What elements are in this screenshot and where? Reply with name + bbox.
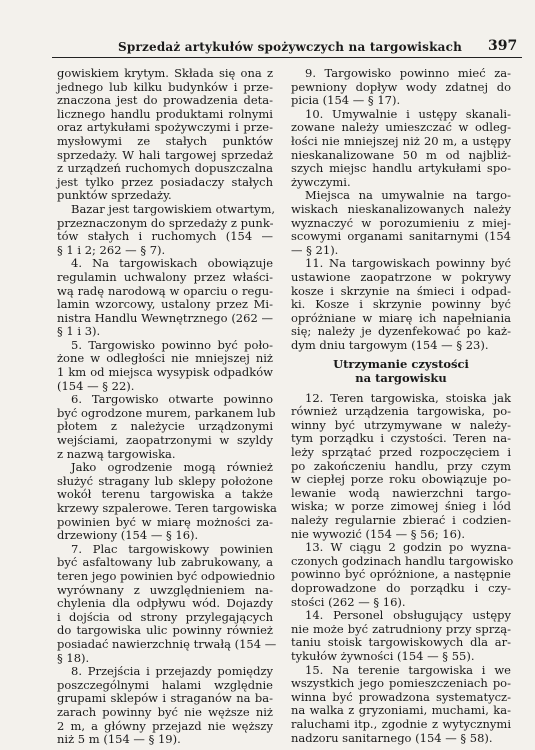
text-line: — § 21). xyxy=(291,242,339,257)
text-line: 8. Przejścia i przejazdy pomiędzy xyxy=(71,664,273,679)
text-line: raluchami itp., zgodnie z wytycznymi xyxy=(291,716,511,731)
text-line: posiadać nawierzchnię trwałą (154 — xyxy=(57,636,277,651)
text-line: lewanie wodą nawierzchni targo- xyxy=(291,485,511,500)
text-line: tym porządku i czystości. Teren na- xyxy=(291,431,511,446)
text-line: z urządzeń ruchomych dopuszczalna xyxy=(57,161,273,176)
text-line: 6. Targowisko otwarte powinno xyxy=(71,392,273,407)
text-line: powinien być w miarę możności za- xyxy=(57,514,273,529)
text-line: nieskanalizowane 50 m od najbliż- xyxy=(291,147,511,162)
text-line: § 1 i 3). xyxy=(57,324,101,339)
text-line: wejściami, zaopatrzonymi w szyldy xyxy=(57,433,273,448)
text-line: 5. Targowisko powinno być poło- xyxy=(71,337,273,352)
text-line: 2 m, a główny przejazd nie węższy xyxy=(57,718,273,733)
text-line: § 1 i 2; 262 — § 7). xyxy=(57,242,166,257)
text-line: nistra Handlu Wewnętrznego (262 — xyxy=(57,310,273,325)
text-line: znaczona jest do prowadzenia deta- xyxy=(57,93,273,108)
text-line: 10. Umywalnie i ustępy skanali- xyxy=(305,106,511,121)
text-line: niż 5 m (154 — § 19). xyxy=(57,732,181,747)
text-line: regulamin uchwalony przez właści- xyxy=(57,269,273,284)
text-line: pewniony dopływ wody zdatnej do xyxy=(291,79,511,94)
text-line: jest tylko przez posiadaczy stałych xyxy=(57,174,273,189)
text-line: jednego lub kilku budynków i prze- xyxy=(57,79,273,94)
text-line: się; należy je dyzenfekować po każ- xyxy=(291,324,511,339)
text-line: leży sprzątać przed rozpoczęciem i xyxy=(291,445,511,460)
text-line: taniu stoisk targowiskowych dla ar- xyxy=(291,635,511,650)
text-line: punktów sprzedaży. xyxy=(57,188,172,203)
text-line: na walka z gryzoniami, muchami, ka- xyxy=(291,703,511,718)
text-line: zowane należy umieszczać w odleg- xyxy=(291,120,511,135)
text-line: drzewiony (154 — § 16). xyxy=(57,528,199,543)
text-line: 9. Targowisko powinno mieć za- xyxy=(305,66,511,80)
text-line: być asfaltowany lub zabrukowany, a xyxy=(57,555,273,570)
text-line: doprowadzone do porządku i czy- xyxy=(291,580,511,595)
text-line: z nazwą targowiska. xyxy=(57,446,176,461)
text-line: winny być utrzymywane w należy- xyxy=(291,417,511,432)
text-line: służyć stragany lub sklepy położone xyxy=(57,473,273,488)
text-line: 12. Teren targowiska, stoiska jak xyxy=(305,390,511,405)
text-line: nadzoru sanitarnego (154 — § 58). xyxy=(291,730,493,745)
text-line: Bazar jest targowiskiem otwartym, xyxy=(71,201,276,216)
text-line: zarach powinny być nie węższe niż xyxy=(57,704,273,719)
text-line: tów stałych i ruchomych (154 — xyxy=(57,229,273,244)
text-line: chylenia dla odpływu wód. Dojazdy xyxy=(57,596,273,611)
text-line: krzewy szpalerowe. Teren targowiska xyxy=(57,501,277,515)
right-text-column xyxy=(291,66,514,745)
text-line: Jako ogrodzenie mogą również xyxy=(71,460,273,475)
header-rule xyxy=(52,57,522,58)
text-line: wiskach nieskanalizowanych należy xyxy=(291,201,511,216)
text-line: 11. Na targowiskach powinny być xyxy=(305,256,511,271)
text-line: łości nie mniejszej niż 20 m, a ustępy xyxy=(291,133,511,148)
text-line: wyrównany z uwzględnieniem na- xyxy=(57,582,273,597)
left-text-column xyxy=(57,66,277,747)
text-line: kosze i skrzynie na śmieci i odpad- xyxy=(291,283,511,298)
text-line: lamin wzorcowy, ustalony przez Mi- xyxy=(57,297,273,312)
text-line: po zakończeniu handlu, przy czym xyxy=(291,458,511,473)
text-line: Miejsca na umywalnie na targo- xyxy=(305,188,511,203)
page-number: 397 xyxy=(488,38,518,54)
text-line: tykułów żywności (154 — § 55). xyxy=(291,648,475,663)
page-header xyxy=(0,0,535,60)
text-line: również urządzenia targowiska, po- xyxy=(291,404,511,419)
text-line: 14. Personel obsługujący ustępy xyxy=(305,608,511,623)
section-heading-line: na targowisku xyxy=(355,371,447,386)
text-line: ustawione zaopatrzone w pokrywy xyxy=(291,269,511,284)
text-line: gowiskiem krytym. Składa się ona z xyxy=(57,66,273,80)
text-line: szych miejsc handlu artykułami spo- xyxy=(291,161,511,176)
text-line: stości (262 — § 16). xyxy=(291,594,406,609)
text-line: do targowiska ulic powinny również xyxy=(57,623,273,638)
text-line: opróżniane w miarę ich napełniania xyxy=(291,310,511,325)
text-line: 4. Na targowiskach obowiązuje xyxy=(71,256,273,271)
text-line: 1 km od miejsca wysypisk odpadków xyxy=(57,365,273,380)
text-line: i dojścia od strony przylegających xyxy=(57,609,273,624)
text-line: wyznaczyć w porozumieniu z miej- xyxy=(291,215,511,230)
text-line: 13. W ciągu 2 godzin po wyzna- xyxy=(305,540,511,555)
text-line: dym dniu targowym (154 — § 23). xyxy=(291,337,489,352)
text-line: być ogrodzone murem, parkanem lub xyxy=(57,405,276,420)
text-line: w ciepłej porze roku obowiązuje po- xyxy=(291,472,511,487)
text-line: 7. Plac targowiskowy powinien xyxy=(71,541,273,556)
text-line: powinno być opróżnione, a następnie xyxy=(291,567,511,582)
text-line: § 18). xyxy=(57,650,90,665)
text-line: nie wywozić (154 — § 56; 16). xyxy=(291,526,466,541)
text-line: (154 — § 22). xyxy=(57,378,135,393)
text-line: grupami sklepów i straganów na ba- xyxy=(57,691,273,706)
text-line: winna być prowadzona systematycz- xyxy=(291,689,511,704)
text-line: należy regularnie zbierać i codzien- xyxy=(291,513,511,527)
text-line: teren jego powinien być odpowiednio xyxy=(57,568,276,583)
text-line: oraz artykułami spożywczymi i prze- xyxy=(57,120,273,135)
text-line: żywczymi. xyxy=(291,174,351,189)
text-line: poszczególnymi halami względnie xyxy=(57,677,273,692)
text-line: żone w odległości nie mniejszej niż xyxy=(57,351,273,366)
running-title: Sprzedaż artykułów spożywczych na targowiskach xyxy=(118,40,463,54)
text-line: przeznaczonym do sprzedaży z punk- xyxy=(57,215,274,230)
text-line: picia (154 — § 17). xyxy=(291,93,401,108)
text-line: scowymi organami sanitarnymi (154 xyxy=(291,229,511,244)
text-line: wą radę narodową w oparciu o regu- xyxy=(57,283,273,298)
text-line: sprzedaży. W hali targowej sprzedaż xyxy=(57,147,273,162)
text-line: wiska; w porze zimowej śnieg i lód xyxy=(291,499,511,514)
text-line: wszystkich jego pomieszczeniach po- xyxy=(291,676,511,691)
text-line: 15. Na terenie targowiska i we xyxy=(305,662,511,677)
text-line: nie może być zatrudniony przy sprzą- xyxy=(291,621,511,636)
text-line: wokół terenu targowiska a także xyxy=(57,487,273,502)
text-line: płotem z należycie urządzonymi xyxy=(57,419,273,434)
text-line: ki. Kosze i skrzynie powinny być xyxy=(291,297,511,312)
text-line: mysłowymi ze stałych punktów xyxy=(57,133,273,148)
section-heading-line: Utrzymanie czystości xyxy=(333,357,469,372)
text-line: licznego handlu produktami rolnymi xyxy=(57,106,273,121)
text-line: czonych godzinach handlu targowisko xyxy=(291,553,514,568)
